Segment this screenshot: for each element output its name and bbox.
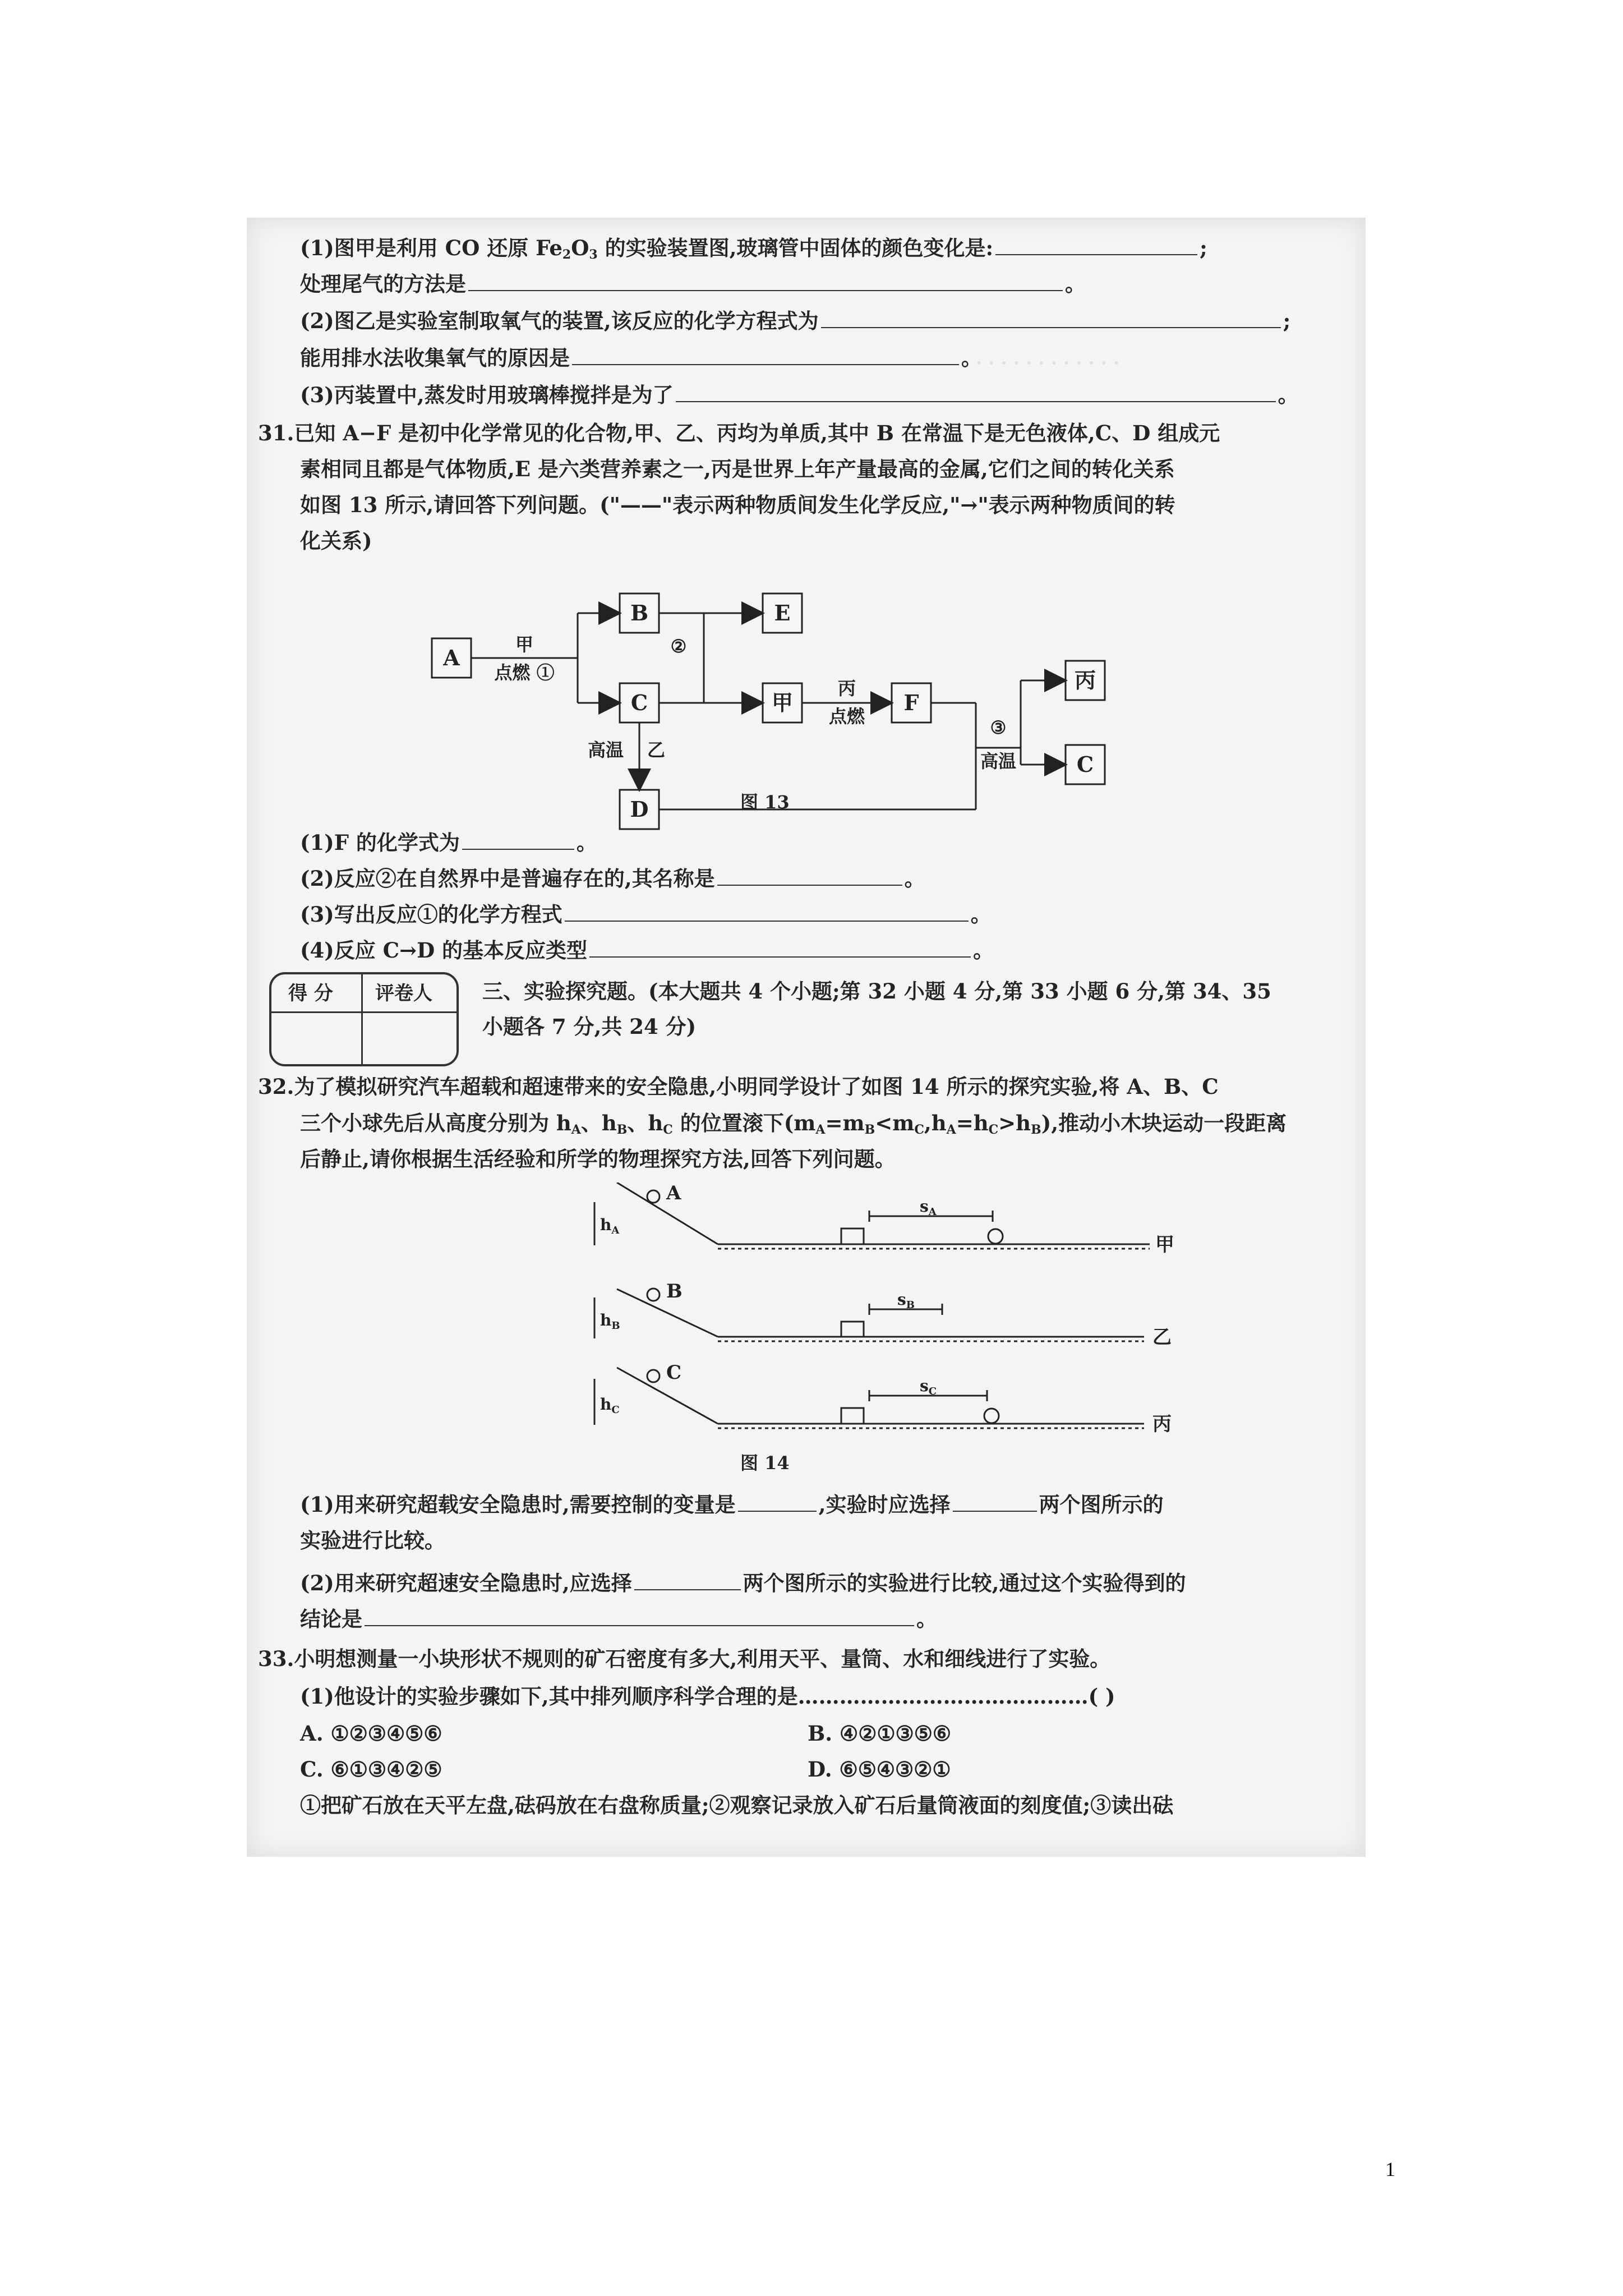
panel-jia-label: 甲 (1155, 1234, 1174, 1256)
arrow-label-ignite-1: 点燃 ① (494, 662, 555, 683)
arrow-label-high-temp: 高温 (980, 751, 1017, 772)
q32-line2: 三个小球先后从高度分别为 $h_A$、$h_B$、$h_C$ 的位置滚下$(m_A=m_B<m_C,h_A=h_C>h_B)$,推动小木块运动一段距离 (300, 1111, 1287, 1137)
page-number: 1 (1385, 2158, 1395, 2180)
height-A-label: $h_A$ (600, 1216, 620, 1236)
grader-label: 评卷人 (375, 982, 432, 1005)
height-B-label: $h_B$ (600, 1311, 620, 1332)
q32-sub2-line2: 结论是 。 (300, 1607, 937, 1631)
q31-sub4: (4)反应 C→D 的基本反应类型 。 (300, 938, 994, 963)
q33-option-c: C. ⑥①③④②⑤ (300, 1757, 442, 1782)
q30-line4: 能用排水法收集氧气的原因是 。 (300, 346, 982, 370)
q33-option-b: B. ④②①③⑤⑥ (808, 1721, 952, 1746)
label-C: C (630, 690, 648, 715)
label-C2: C (1076, 752, 1094, 777)
score-label: 得 分 (288, 982, 333, 1005)
label-E: E (774, 600, 791, 625)
arrow-label-ignite: 点燃 (828, 706, 865, 727)
distance-C-label: $s_C$ (920, 1377, 937, 1397)
label-D: D (630, 797, 649, 822)
arrow-label-bing: 丙 (837, 678, 856, 699)
q31-sub3: (3)写出反应①的化学方程式 。 (300, 902, 992, 927)
label-A: A (443, 645, 460, 670)
q31-line4: 化关系) (300, 528, 372, 553)
panel-bing-label: 丙 (1152, 1413, 1172, 1435)
figure-13-reaction-diagram (415, 582, 1366, 840)
scanned-exam-page (247, 218, 1366, 1857)
figure-13-caption: 图 13 (740, 792, 790, 813)
label-jia: 甲 (771, 690, 794, 715)
q30-line3: (2)图乙是实验室制取氧气的装置,该反应的化学方程式为 ; (300, 309, 1291, 333)
q33-steps: ①把矿石放在天平左盘,砝码放在右盘称质量;②观察记录放入矿石后量筒液面的刻度值;③读出砝 (300, 1793, 1174, 1818)
q33-option-a: A. ①②③④⑤⑥ (300, 1721, 442, 1746)
arrow-label-high-temp-2: 高温 (587, 739, 624, 761)
q32-sub1: (1)用来研究超载安全隐患时,需要控制的变量是 ,实验时应选择 两个图所示的 (300, 1492, 1164, 1517)
q31-line3: 如图 13 所示,请回答下列问题。("——"表示两种物质间发生化学反应,"→"表示两种物质间的转 (300, 493, 1175, 517)
distance-A-label: $s_A$ (920, 1197, 937, 1218)
ball-A-label: A (666, 1182, 681, 1204)
label-F: F (903, 690, 919, 715)
q30-line1: (1)图甲是利用 CO 还原 $Fe_2O_3$ 的实验装置图,玻璃管中固体的颜色变化是: ; (300, 236, 1207, 262)
bleed-through-text: · · · · · · · · · · · · (976, 352, 1120, 374)
ball-C-label: C (666, 1361, 682, 1384)
q33-sub1: (1)他设计的实验步骤如下,其中排列顺序科学合理的是……………………………………( ) (300, 1684, 1115, 1709)
arrow-label-jia: 甲 (515, 634, 534, 655)
q30-line5: (3)丙装置中,蒸发时用玻璃棒搅拌是为了 。 (300, 383, 1299, 407)
q31-line2: 素相同且都是气体物质,E 是六类营养素之一,丙是世界上年产量最高的金属,它们之间的转化关系 (300, 457, 1175, 481)
q32-line3: 后静止,请你根据生活经验和所学的物理探究方法,回答下列问题。 (300, 1147, 896, 1171)
figure-14-caption: 图 14 (740, 1452, 790, 1474)
q32-sub1-line2: 实验进行比较。 (300, 1528, 445, 1553)
q32-line1: 32.为了模拟研究汽车超载和超速带来的安全隐患,小明同学设计了如图 14 所示的探究实验,将 A、B、C (258, 1074, 1219, 1099)
arrow-label-3: ③ (990, 717, 1007, 738)
q31-sub2: (2)反应②在自然界中是普遍存在的,其名称是 。 (300, 866, 925, 891)
q31-line1: 31.已知 A−F 是初中化学常见的化合物,甲、乙、丙均为单质,其中 B 在常温下是无色液体,C、D 组成元 (258, 421, 1220, 445)
ball-B-label: B (666, 1280, 683, 1303)
q30-line2: 处理尾气的方法是 。 (300, 272, 1086, 296)
q31-sub1: (1)F 的化学式为 。 (300, 830, 597, 855)
distance-B-label: $s_B$ (897, 1290, 915, 1311)
q32-sub2: (2)用来研究超速安全隐患时,应选择 两个图所示的实验进行比较,通过这个实验得到的 (300, 1571, 1186, 1595)
label-B: B (630, 600, 649, 625)
label-bing: 丙 (1074, 668, 1096, 693)
q33-line1: 33.小明想测量一小块形状不规则的矿石密度有多大,利用天平、量筒、水和细线进行了实验。 (258, 1646, 1111, 1671)
figure-14-ramps (583, 1182, 1200, 1485)
arrow-label-yi: 乙 (647, 739, 666, 761)
score-box (269, 972, 459, 1066)
q33-option-d: D. ⑥⑤④③②① (808, 1757, 951, 1782)
arrow-label-2: ② (670, 636, 687, 657)
height-C-label: $h_C$ (600, 1395, 620, 1416)
section3-title-line1: 三、实验探究题。(本大题共 4 个小题;第 32 小题 4 分,第 33 小题 6 分,第 34、35 (482, 979, 1271, 1004)
panel-yi-label: 乙 (1152, 1326, 1172, 1349)
section3-title-line2: 小题各 7 分,共 24 分) (482, 1014, 697, 1039)
